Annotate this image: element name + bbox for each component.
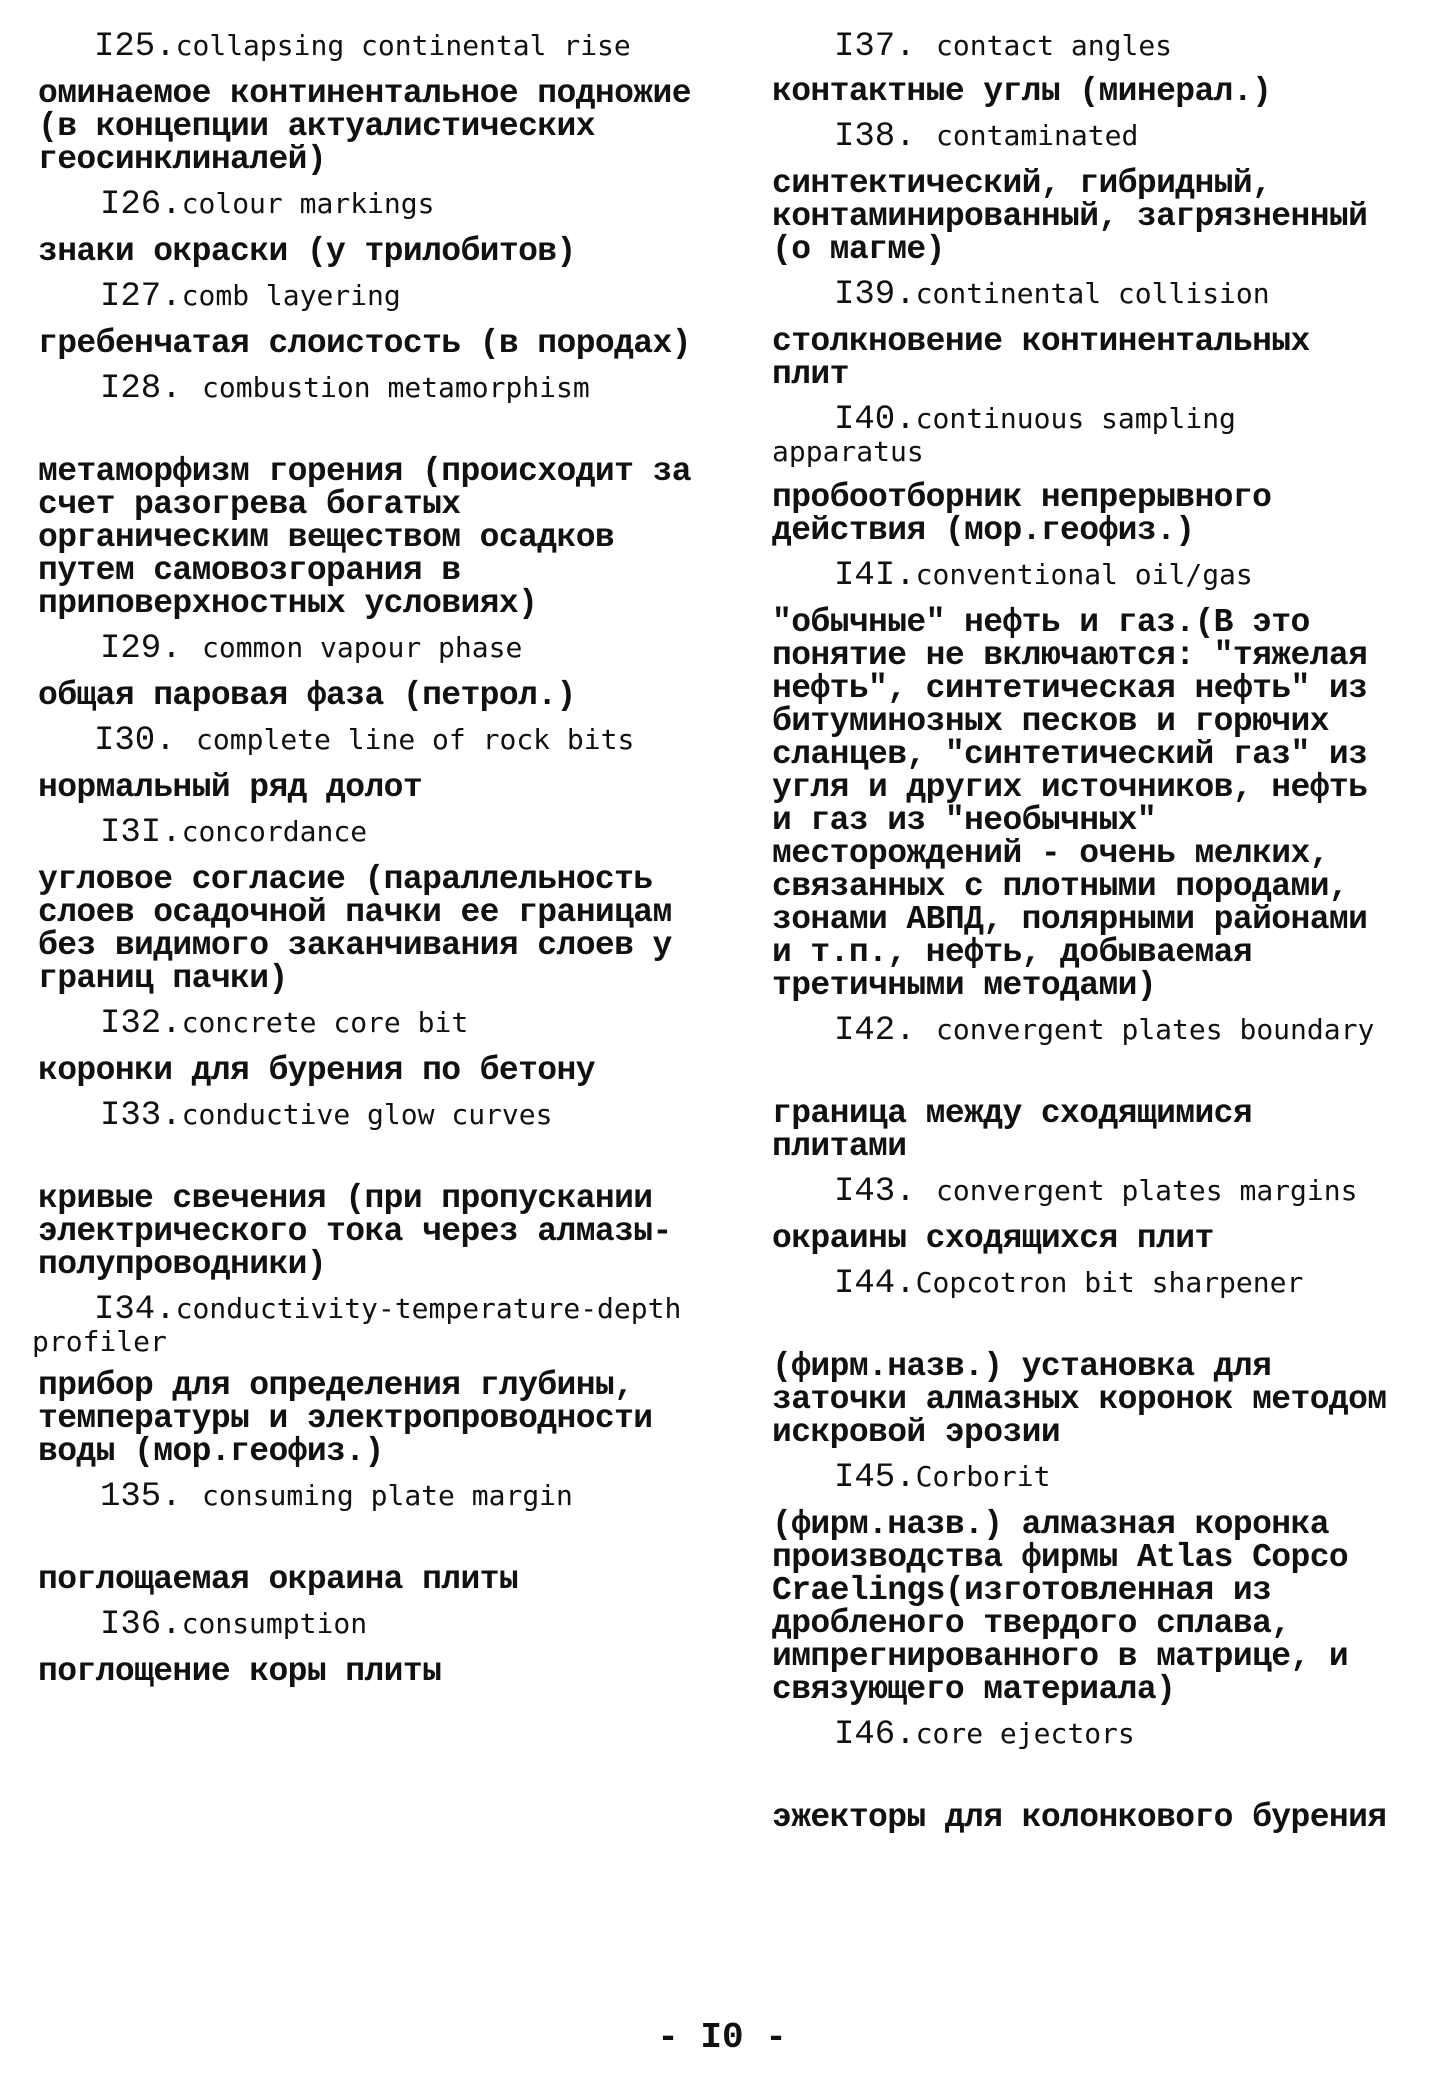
entry-term-text: colour markings <box>181 187 435 220</box>
entry-141 <box>772 559 1402 1002</box>
entry-term <box>38 814 698 852</box>
entry-term <box>32 28 698 66</box>
entry-term <box>38 278 698 316</box>
entry-term <box>772 1265 1402 1303</box>
page-number: - I0 - <box>657 2017 787 2058</box>
entry-number: I30. <box>94 722 197 760</box>
entry-number: I42. <box>834 1012 937 1050</box>
entry-term <box>32 1293 698 1357</box>
entry-143 <box>772 1175 1402 1255</box>
entry-number: I40. <box>834 401 916 439</box>
entry-number: I43. <box>834 1173 937 1211</box>
entry-number: I25. <box>94 28 176 66</box>
entry-definition: угловое согласие (параллельность слоев осадочной пачки ее границам без видимого заканчивания слоев у границ пачки) <box>38 861 672 997</box>
entry-128 <box>38 372 698 620</box>
entry-term <box>772 276 1402 314</box>
entry-term <box>772 1716 1402 1754</box>
entry-term-text: common vapour phase <box>202 631 523 664</box>
entry-term <box>38 1097 698 1135</box>
entry-term-text: combustion metamorphism <box>202 371 590 404</box>
entry-term-text: Corborit <box>915 1460 1051 1493</box>
left-column <box>32 28 699 1690</box>
entry-125 <box>38 30 698 176</box>
entry-term <box>772 1012 1402 1050</box>
entry-138 <box>772 120 1402 266</box>
entry-number: I44. <box>834 1265 916 1303</box>
entry-definition: поглощаемая окраина плиты <box>38 1561 519 1598</box>
entry-number: I32. <box>100 1005 182 1043</box>
entry-definition: прибор для определения глубины, температуры и электропроводности воды (мор.геофиз.) <box>38 1367 653 1470</box>
entry-definition: пробоотборник непрерывного действия (мор.геофиз.) <box>772 479 1272 549</box>
entry-definition: (фирм.назв.) установка для заточки алмазных коронок методом искровой эрозии <box>772 1348 1387 1451</box>
entry-definition: кривые свечения (при пропускании электрического тока через алмазы-полупроводники) <box>38 1180 672 1283</box>
entry-term-text: conventional oil/gas <box>915 558 1253 591</box>
entry-number: 135. <box>100 1478 203 1516</box>
entry-number: I28. <box>100 370 203 408</box>
entry-definition: синтектический, гибридный, контаминированный, загрязненный (о магме) <box>772 165 1368 268</box>
entry-126 <box>38 188 698 268</box>
entry-term-text: conductive glow curves <box>181 1098 553 1131</box>
entry-definition: поглощение коры плиты <box>38 1653 442 1690</box>
entry-number: I39. <box>834 276 916 314</box>
entry-definition: граница между сходящимися плитами <box>772 1095 1253 1165</box>
entry-142 <box>772 1014 1402 1163</box>
entry-term-text: core ejectors <box>915 1717 1135 1750</box>
entry-number: I45. <box>834 1459 916 1497</box>
entry-term <box>772 403 1402 467</box>
entry-term-text: complete line of rock bits <box>196 723 635 756</box>
entry-130 <box>38 724 698 804</box>
entry-term-text: continuous sampling apparatus <box>772 402 1253 468</box>
entry-term <box>38 1005 698 1043</box>
right-column <box>772 30 1402 1834</box>
entry-number: I29. <box>100 630 203 668</box>
entry-145 <box>772 1461 1402 1706</box>
entry-135 <box>38 1480 698 1596</box>
entry-term <box>38 1606 698 1644</box>
entry-definition: нормальный ряд долот <box>38 769 423 806</box>
entry-139 <box>772 278 1402 391</box>
entry-131 <box>38 816 698 995</box>
entry-number: I36. <box>100 1606 182 1644</box>
entry-term-text: comb layering <box>181 279 401 312</box>
entry-number: I38. <box>834 118 937 156</box>
entry-number: I4I. <box>834 557 916 595</box>
entry-term <box>38 1478 698 1516</box>
entry-term <box>772 1459 1402 1497</box>
entry-definition: гребенчатая слоистость (в породах) <box>38 325 691 362</box>
entry-number: I46. <box>834 1716 916 1754</box>
entry-definition: контактные углы (минерал.) <box>772 73 1272 110</box>
entry-term-text: Copcotron bit sharpener <box>915 1266 1304 1299</box>
entry-term <box>772 118 1402 156</box>
entry-number: I37. <box>834 28 937 66</box>
entry-definition: эжекторы для колонкового бурения <box>772 1799 1387 1836</box>
entry-127 <box>38 280 698 360</box>
entry-definition: знаки окраски (у трилобитов) <box>38 233 576 270</box>
entry-136 <box>38 1608 698 1688</box>
entry-term-text: consuming plate margin <box>202 1479 573 1512</box>
entry-term <box>772 28 1402 66</box>
entry-definition: метаморфизм горения (происходит за счет разогрева богатых органическим веществом осадков путем самовозгорания в приповерхностных условиях) <box>38 453 691 622</box>
entry-144 <box>772 1267 1402 1449</box>
entry-term-text: convergent plates boundary <box>936 1013 1375 1046</box>
entry-number: I33. <box>100 1097 182 1135</box>
entry-term-text: contaminated <box>936 119 1139 152</box>
entry-number: I26. <box>100 186 182 224</box>
entry-140 <box>772 403 1402 547</box>
entry-term-text: consumption <box>181 1607 368 1640</box>
entry-term <box>38 370 698 408</box>
entry-term-text: concrete core bit <box>181 1006 469 1039</box>
entry-definition: столкновение континентальных плит <box>772 323 1310 393</box>
entry-number: I3I. <box>100 814 182 852</box>
entry-term <box>32 722 698 760</box>
entry-definition: коронки для бурения по бетону <box>38 1052 595 1089</box>
entry-term-text: collapsing continental rise <box>175 29 631 62</box>
entry-137 <box>772 30 1402 108</box>
entry-term <box>772 1173 1402 1211</box>
entry-term-text: concordance <box>181 815 368 848</box>
entry-133 <box>38 1099 698 1281</box>
entry-number: I27. <box>100 278 182 316</box>
entry-146 <box>772 1718 1402 1834</box>
entry-number: I34. <box>94 1291 176 1329</box>
entry-term <box>38 630 698 668</box>
entry-definition: окраины сходящихся плит <box>772 1220 1214 1257</box>
entry-definition: "обычные" нефть и газ.(В это понятие не включаются: "тяжелая нефть", синтетическая нефть" из битуминозных песков и горючих сланцев, "синтетический газ" из угля и других источников, нефть и газ из "необычных" месторождений - очень мелких, связанных с плотными породами, зонами АВПД, полярными районами и т.п., нефть, добываемая третичными методами) <box>772 604 1368 1004</box>
entry-132 <box>38 1007 698 1087</box>
entry-134 <box>32 1291 699 1470</box>
entry-definition: оминаемое континентальное подножие (в концепции актуалистических геосинклиналей) <box>38 75 691 178</box>
entry-term-text: continental collision <box>915 277 1270 310</box>
entry-term-text: contact angles <box>936 29 1173 62</box>
entry-term <box>772 557 1402 595</box>
entry-definition: общая паровая фаза (петрол.) <box>38 677 576 714</box>
entry-term-text: conductivity-temperature-depth profiler <box>32 1292 699 1358</box>
entry-definition: (фирм.назв.) алмазная коронка производства фирмы Atlas Copco Craelings(изготовленная из дробленого твердого сплава, импрегнированного в матрице, и связующего материала) <box>772 1506 1349 1708</box>
entry-term <box>38 186 698 224</box>
entry-129 <box>38 632 698 712</box>
entry-term-text: convergent plates margins <box>936 1174 1358 1207</box>
